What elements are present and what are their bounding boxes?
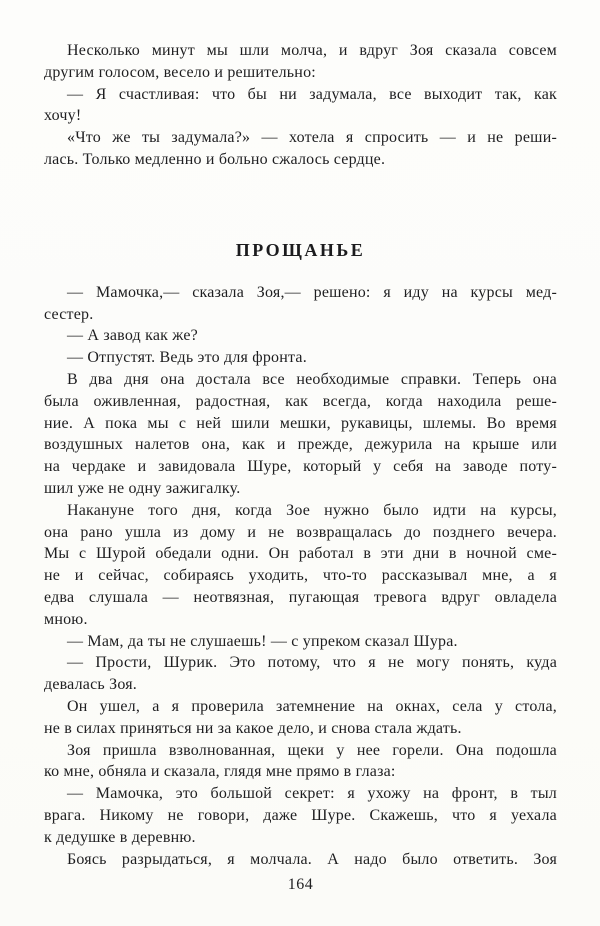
text-line: была оживленная, радостная, как всегда, когда находила реше-	[44, 392, 557, 410]
text-line: лась. Только медленно и больно сжалось сердце.	[44, 150, 386, 168]
text-line: не и сейчас, собираясь уходить, что-то рассказывал мне, а я	[44, 567, 557, 585]
body-paragraph	[44, 783, 557, 848]
text-line: к дедушке в деревню.	[44, 828, 196, 846]
text-line: врага. Никому не говори, даже Шуре. Скажешь, что я уехала	[44, 806, 557, 824]
body-paragraph	[44, 325, 557, 347]
text-line: воздушных налетов она, как и прежде, дежурила на крыше или	[44, 436, 557, 454]
body-paragraph	[44, 652, 557, 696]
text-line: не в силах приняться ни за какое дело, и снова стала ждать.	[44, 719, 462, 737]
text-line: шил уже не одну зажигалку.	[44, 479, 241, 497]
text-line: — Прости, Шурик. Это потому, что я не могу понять, куда	[67, 654, 557, 672]
intro-paragraph	[44, 84, 557, 128]
text-line: Мы с Шурой обедали одни. Он работал в эти дни в ночной сме-	[44, 545, 557, 563]
body-paragraph	[44, 347, 557, 369]
chapter-heading: ПРОЩАНЬЕ	[235, 239, 366, 260]
text-line: Зоя пришла взволнованная, щеки у нее горели. Она подошла	[67, 741, 557, 759]
body-paragraph	[44, 631, 557, 653]
text-line: — Мамочка,— сказала Зоя,— решено: я иду на курсы мед-	[67, 283, 557, 301]
intro-paragraph	[44, 127, 557, 171]
body-paragraph	[44, 849, 557, 871]
text-line: Несколько минут мы шли молча, и вдруг Зоя сказала совсем	[67, 42, 557, 59]
text-line: ко мне, обняла и сказала, глядя мне прямо в глаза:	[44, 763, 396, 781]
text-line: «Что же ты задумала?» — хотела я спросить — и не реши-	[67, 129, 557, 147]
body-paragraph	[44, 369, 557, 500]
text-line: — А завод как же?	[67, 327, 198, 345]
text-line: Боясь разрыдаться, я молчала. А надо было ответить. Зоя	[67, 850, 557, 868]
page-text-block	[44, 40, 557, 894]
page-number: 164	[287, 876, 314, 894]
text-line: — Я счастливая: что бы ни задумала, все выходит так, как	[67, 85, 557, 103]
text-line: едва слушала — неотвязная, пугающая тревога вдруг овладела	[44, 588, 557, 606]
text-line: В два дня она достала все необходимые справки. Теперь она	[67, 370, 557, 388]
body-paragraph	[44, 696, 557, 740]
text-line: хочу!	[44, 107, 82, 125]
text-line: она рано ушла из дому и не возвращалась до позднего вечера.	[44, 523, 557, 541]
text-line: — Мамочка, это большой секрет: я ухожу на фронт, в тыл	[67, 785, 557, 803]
body-paragraph	[44, 500, 557, 631]
text-line: на чердаке и завидовала Шуре, который у себя на заводе поту-	[44, 458, 557, 476]
body-paragraph	[44, 740, 557, 784]
intro-paragraph	[44, 40, 557, 84]
text-line: ние. А пока мы с ней шили мешки, рукавицы, шлемы. Во время	[44, 414, 557, 432]
text-line: сестер.	[44, 305, 94, 323]
text-line: девалась Зоя.	[44, 676, 137, 694]
body-paragraph	[44, 282, 557, 326]
text-line: другим голосом, весело и решительно:	[44, 63, 316, 81]
text-line: Накануне того дня, когда Зое нужно было идти на курсы,	[67, 501, 557, 519]
text-line: мною.	[44, 610, 88, 628]
text-line: — Мам, да ты не слушаешь! — с упреком сказал Шура.	[67, 632, 458, 650]
text-line: Он ушел, а я проверила затемнение на окнах, села у стола,	[67, 697, 557, 715]
text-line: — Отпустят. Ведь это для фронта.	[67, 349, 307, 367]
